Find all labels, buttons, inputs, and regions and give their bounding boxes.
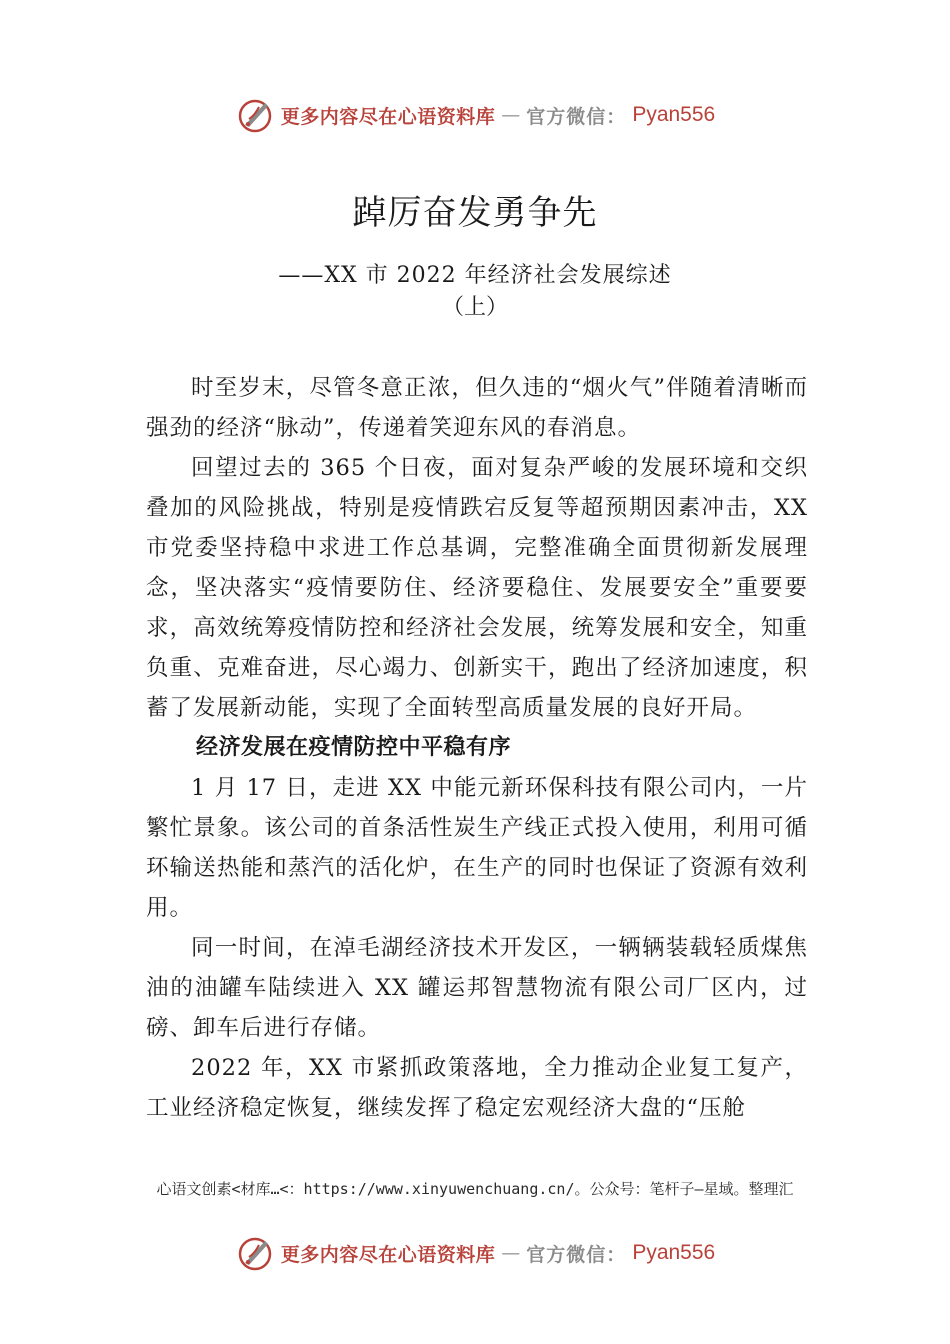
quill-pen-logo-icon [235, 1233, 275, 1273]
banner-wechat-label: 官方微信： [526, 105, 627, 128]
body-paragraph: 时至岁末，尽管冬意正浓，但久违的“烟火气”伴随着清晰而强劲的经济“脉动”，传递着笑迎东风的春消息。 [146, 375, 808, 441]
banner-dash: — [501, 1242, 521, 1264]
section-heading: 经济发展在疫情防控中平稳有序 [196, 735, 512, 760]
top-banner [0, 93, 950, 137]
banner-wechat-id: Pyan556 [632, 103, 716, 126]
banner-dash: — [501, 104, 521, 126]
footer-source-note: 心语文创素<材库…<：https://www.xinyuwenchuang.cn/。公众号：笔杆子—星域。整理汇 [156, 1180, 794, 1198]
document-part-label: （上） [441, 295, 508, 320]
body-paragraph: 2022 年，XX 市紧抓政策落地，全力推动企业复工复产，工业经济稳定恢复，继续发挥了稳定宏观经济大盘的“压舱 [146, 1055, 808, 1121]
banner-wechat-label: 官方微信： [526, 1243, 627, 1266]
body-paragraph: 1 月 17 日，走进 XX 中能元新环保科技有限公司内，一片繁忙景象。该公司的首条活性炭生产线正式投入使用，利用可循环输送热能和蒸汽的活化炉，在生产的同时也保证了资源有效利用。 [146, 775, 808, 921]
document-subtitle: ——XX 市 2022 年经济社会发展综述 [278, 263, 672, 288]
body-paragraph: 回望过去的 365 个日夜，面对复杂严峻的发展环境和交织叠加的风险挑战，特别是疫情跌宕反复等超预期因素冲击，XX 市党委坚持稳中求进工作总基调，完整准确全面贯彻新发展理念，坚决落实“疫情要防住、经济要稳住、发展要安全”重要要求，高效统筹疫情防控和经济社会发展，统筹发展和安全，知重负重、克难奋进，尽心竭力、创新实干，跑出了经济加速度，积蓄了发展新动能，实现了全面转型高质量发展的良好开局。 [146, 455, 808, 721]
bottom-banner [0, 1231, 950, 1275]
document-body [146, 368, 808, 1128]
body-paragraph: 同一时间，在淖毛湖经济技术开发区，一辆辆装载轻质煤焦油的油罐车陆续进入 XX 罐运邦智慧物流有限公司厂区内，过磅、卸车后进行存储。 [146, 935, 808, 1041]
quill-pen-logo-icon [235, 95, 275, 135]
document-title: 踔厉奋发勇争先 [352, 193, 598, 233]
banner-wechat-id: Pyan556 [632, 1241, 716, 1264]
banner-slogan: 更多内容尽在心语资料库 [280, 1243, 496, 1266]
banner-slogan: 更多内容尽在心语资料库 [280, 105, 496, 128]
